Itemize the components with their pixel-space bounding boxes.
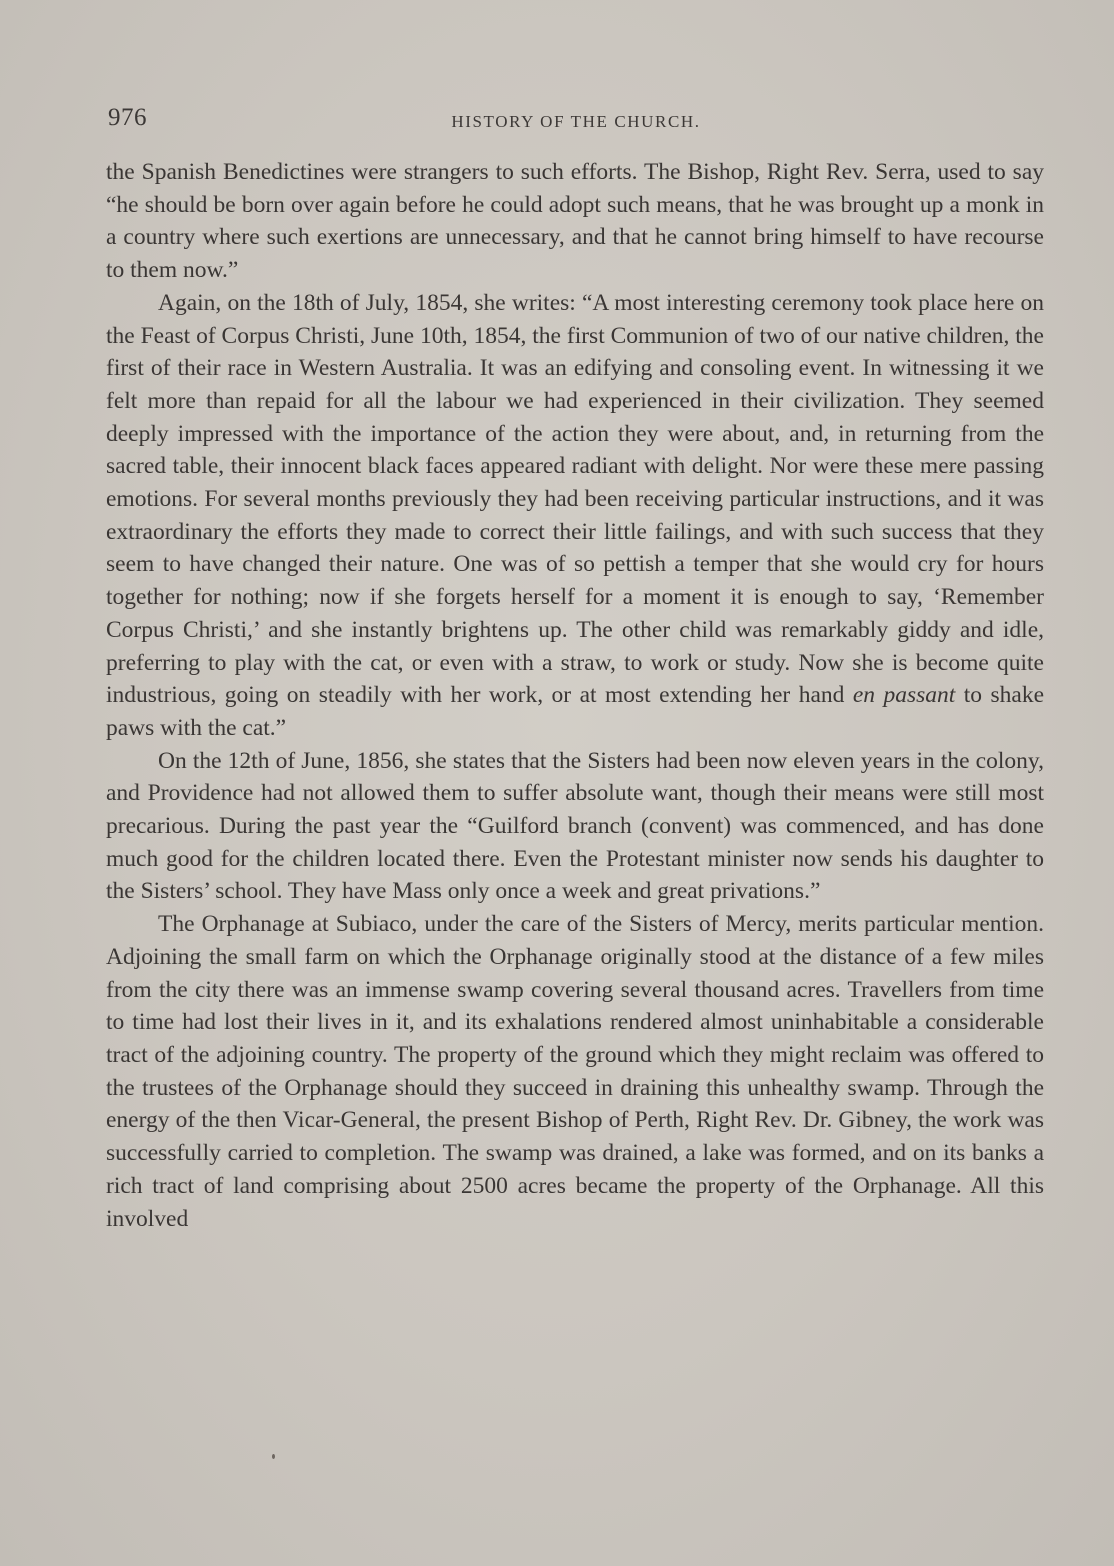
ink-speck <box>272 1454 275 1459</box>
paragraph-letter-1856: On the 12th of June, 1856, she states that the Sisters had been now eleven years in the colony, and Providence had not allowed them to suffer absolute want, though their means were still most precarious. During the past year the “Guilford branch (convent) was commenced, and has done much good for the children located there. Even the Protestant minister now sends his daughter to the Sisters’ school. They have Mass only once a week and great privations.” <box>106 747 1044 905</box>
paragraph-orphanage: The Orphanage at Subiaco, under the care of the Sisters of Mercy, merits particular mention. Adjoining the small farm on which the Orphanage originally stood at the distance of a few miles from the city there was an immense swamp covering several thousand acres. Travellers from time to time had lost their lives in it, and its exhalations rendered almost uninhabitable a considerable tract of the adjoining country. The property of the ground which they might reclaim was offered to the trustees of the Orphanage should they succeed in draining this unhealthy swamp. Through the energy of the then Vicar-General, the present Bishop of Perth, Right Rev. Dr. Gibney, the work was successfully carried to completion. The swamp was drained, a lake was formed, and on its banks a rich tract of land comprising about 2500 acres became the property of the Orphanage. All this involved <box>106 911 1044 1232</box>
running-head: HISTORY OF THE CHURCH. <box>451 112 701 131</box>
paragraph-text: Again, on the 18th of July, 1854, she writes: “A most interesting ceremony took place here on the Feast of Corpus Christi, June 10th, 1854, the first Communion of two of our native children, the first of their race in Western Australia. It was an edifying and consoling event. In witnessing it we felt more than repaid for all the labour we had experienced in their civilization. They seemed deeply impressed with the importance of the action they were about, and, in returning from the sacred table, their innocent black faces appeared radiant with delight. Nor were these mere passing emotions. For several months previously they had been receiving particular instructions, and it was extraordinary the efforts they made to correct their little failings, and with such success that they seem to have changed their nature. One was of so pettish a temper that she would cry for hours together for nothing; now if she forgets herself for a moment it is enough to say, ‘Remember Corpus Christi,’ and she instantly brightens up. The other child was remarkably giddy and idle, preferring to play with the cat, or even with a straw, to work or study. Now she is become quite industrious, going on steadily with her work, or at most extending her hand <box>106 289 1044 709</box>
body-text <box>106 156 1044 1235</box>
paragraph-continuation: the Spanish Benedictines were strangers to such efforts. The Bishop, Right Rev. Serra, used to say “he should be born over again before he could adopt such means, that he was brought up a monk in a country where such exertions are unnecessary, and that he cannot bring himself to have recourse to them now.” <box>106 159 1044 284</box>
page-header <box>108 104 1044 134</box>
italic-phrase: en passant <box>852 682 956 709</box>
paragraph-letter-1854 <box>106 287 1044 745</box>
page-number: 976 <box>108 104 147 131</box>
paragraph-text: to shake paws with the cat.” <box>106 682 1044 741</box>
